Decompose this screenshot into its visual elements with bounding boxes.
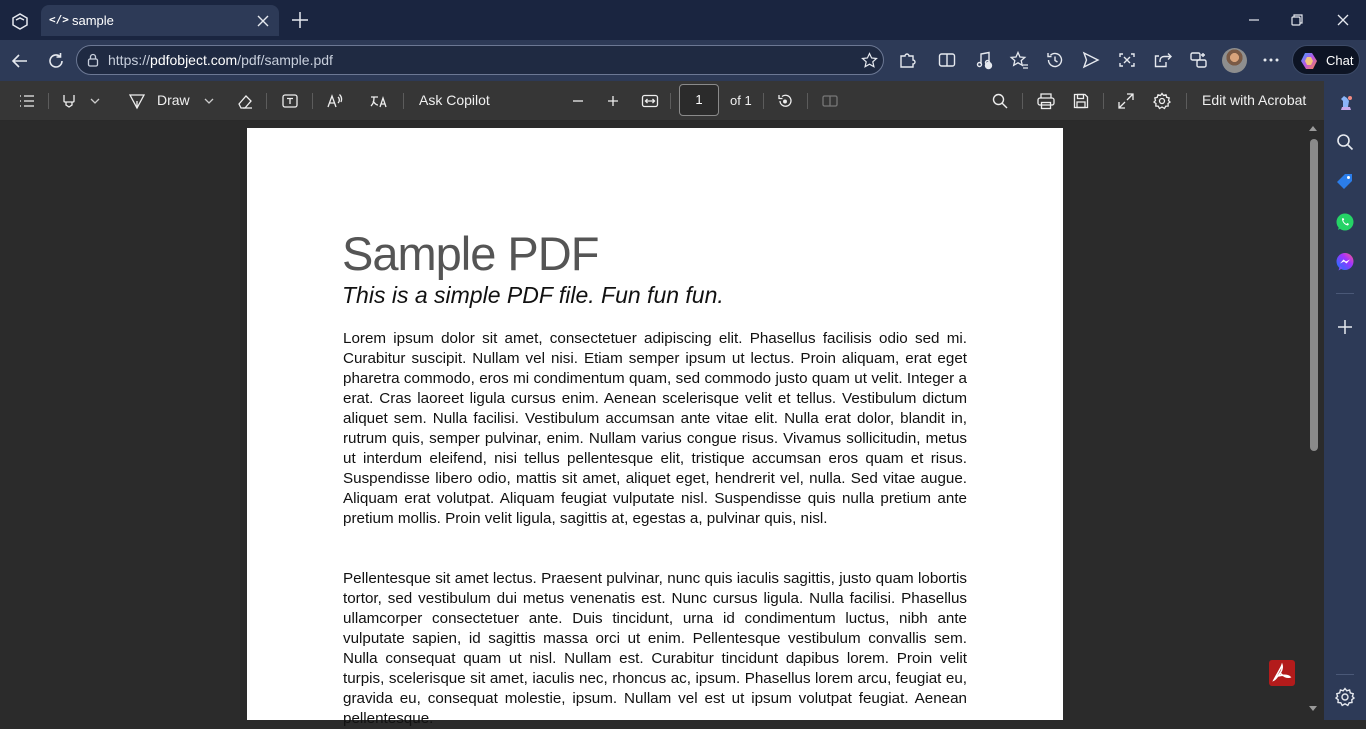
chess-games-icon[interactable]	[1335, 93, 1355, 113]
divider	[1186, 93, 1187, 109]
navigation-bar	[0, 40, 1366, 81]
tab-title: sample	[72, 13, 114, 28]
media-icon[interactable]	[974, 50, 994, 70]
page-number-input[interactable]: 1	[679, 84, 719, 116]
print-icon[interactable]	[1036, 92, 1056, 110]
divider	[807, 93, 808, 109]
zoom-out-icon[interactable]	[569, 92, 587, 110]
favorite-star-icon[interactable]	[861, 52, 878, 69]
sidebar-search-icon[interactable]	[1335, 132, 1355, 152]
read-aloud-icon[interactable]	[326, 92, 344, 110]
minimize-icon[interactable]	[1244, 10, 1264, 30]
lock-icon[interactable]	[86, 53, 100, 67]
sidebar-divider	[1336, 293, 1354, 294]
refresh-icon[interactable]	[45, 50, 67, 72]
collections-icon[interactable]	[1189, 50, 1209, 70]
draw-pen-icon[interactable]	[128, 92, 146, 110]
send-icon[interactable]	[1081, 50, 1101, 70]
full-screen-icon[interactable]	[1117, 92, 1135, 110]
code-icon: </>	[49, 13, 69, 26]
restore-icon[interactable]	[1287, 10, 1307, 30]
close-window-icon[interactable]	[1333, 10, 1353, 30]
document-subtitle: This is a simple PDF file. Fun fun fun.	[342, 282, 724, 308]
save-icon[interactable]	[1072, 92, 1090, 110]
history-icon[interactable]	[1045, 50, 1065, 70]
divider	[403, 93, 404, 109]
fit-to-width-icon[interactable]	[641, 92, 659, 110]
zoom-in-icon[interactable]	[604, 92, 622, 110]
page-count-label: of 1	[730, 93, 752, 108]
tab-strip	[0, 0, 1366, 40]
chat-label: Chat	[1326, 53, 1354, 68]
scrollbar-thumb[interactable]	[1310, 139, 1318, 451]
add-sidebar-app-icon[interactable]	[1335, 317, 1355, 337]
document-paragraph-1: Lorem ipsum dolor sit amet, consectetuer adipiscing elit. Phasellus facilisis odio sed mi. Curabitur suscipit. Nullam vel nisi. Etiam semper ipsum ut lectus. Proin aliquam, erat eget pharetra commodo, eros mi condimentum quam, sed commodo justo quam ut velit. Integer a erat. Cras laoreet ligula cursus enim. Aenean scelerisque velit et tellus. Vestibulum dictum aliquet sem. Nulla facilisi. Vestibulum accumsan ante vitae elit. Nulla erat dolor, blandit in, rutrum quis, semper pulvinar, enim. Nullam varius congue risus. Vivamus sollicitudin, metus ut interdum eleifend, nisi tellus pellentesque elit, tristique accumsan eros quam et risus. Suspendisse libero odio, mattis sit amet, aliquet eget, hendrerit vel, nulla. Sed vitae augue. Aliquam erat volutpat. Aliquam feugiat vulputate nisl. Suspendisse quis nulla pretium ante pretium mollis. Proin velit ligula, sagittis at, egestas a, pulvinar quis, nisl.	[343, 330, 967, 527]
translate-icon[interactable]	[369, 92, 389, 110]
draw-button[interactable]: Draw	[157, 92, 190, 108]
back-arrow-icon[interactable]	[9, 50, 31, 72]
sidebar-settings-gear-icon[interactable]	[1335, 687, 1355, 707]
draw-dropdown-chevron-icon[interactable]	[202, 92, 216, 110]
highlight-dropdown-chevron-icon[interactable]	[88, 92, 102, 110]
settings-gear-icon[interactable]	[1153, 92, 1171, 110]
divider	[266, 93, 267, 109]
close-tab-icon[interactable]	[254, 12, 272, 30]
edge-sidebar	[1324, 81, 1366, 720]
acrobat-logo-icon[interactable]	[1269, 660, 1295, 686]
ask-copilot-button[interactable]: Ask Copilot	[419, 92, 490, 108]
split-screen-icon[interactable]	[937, 50, 957, 70]
divider	[1103, 93, 1104, 109]
copilot-chat-button[interactable]	[1292, 45, 1360, 75]
copilot-logo-icon	[1298, 50, 1320, 72]
sidebar-divider	[1336, 674, 1354, 675]
divider	[670, 93, 671, 109]
whatsapp-icon[interactable]	[1335, 212, 1355, 232]
address-bar[interactable]	[76, 45, 884, 75]
screenshot-icon[interactable]	[1117, 50, 1137, 70]
divider	[312, 93, 313, 109]
share-icon[interactable]	[1153, 50, 1173, 70]
divider	[1022, 93, 1023, 109]
pdf-toolbar	[0, 81, 1366, 121]
document-paragraph-2: Pellentesque sit amet lectus. Praesent pulvinar, nunc quis iaculis sagittis, justo quam lobortis tortor, sed vestibulum dui metus venenatis est. Nunc cursus ligula. Nulla facilisi. Phasellus ullamcorper consectetuer ante. Duis tincidunt, urna id condimentum luctus, nibh ante vulputate sapien, id sagittis massa orci ut enim. Pellentesque vestibulum convallis sem. Nulla consequat quam ut nisl. Nullam est. Curabitur tincidunt dapibus lorem. Proin velit turpis, scelerisque sit amet, iaculis nec, rhoncus ac, ipsum. Phasellus lorem arcu, feugiat eu, gravida eu, consequat molestie, ipsum. Nullam vel est ut ipsum volutpat feugiat. Aenean pellentesque.	[343, 570, 967, 727]
highlight-icon[interactable]	[60, 92, 78, 110]
active-tab[interactable]	[41, 5, 279, 36]
divider	[763, 93, 764, 109]
edit-with-acrobat-button[interactable]: Edit with Acrobat	[1202, 92, 1307, 108]
rotate-icon[interactable]	[776, 92, 794, 110]
favorites-icon[interactable]	[1009, 50, 1029, 70]
workspaces-icon[interactable]	[9, 10, 31, 32]
contents-list-icon[interactable]	[18, 92, 36, 110]
document-title: Sample PDF	[342, 227, 599, 280]
divider	[48, 93, 49, 109]
add-text-icon[interactable]	[281, 92, 299, 110]
two-page-view-icon	[821, 92, 839, 110]
more-options-icon[interactable]	[1261, 50, 1281, 70]
new-tab-icon[interactable]	[290, 10, 310, 30]
messenger-icon[interactable]	[1335, 252, 1355, 272]
shopping-tag-icon[interactable]	[1335, 172, 1355, 192]
extensions-puzzle-icon[interactable]	[897, 50, 917, 70]
eraser-icon[interactable]	[236, 92, 254, 110]
profile-avatar[interactable]	[1222, 48, 1247, 73]
search-icon[interactable]	[991, 92, 1009, 110]
url-text: https://pdfobject.com/pdf/sample.pdf	[108, 52, 333, 68]
pdf-page	[247, 128, 1063, 727]
